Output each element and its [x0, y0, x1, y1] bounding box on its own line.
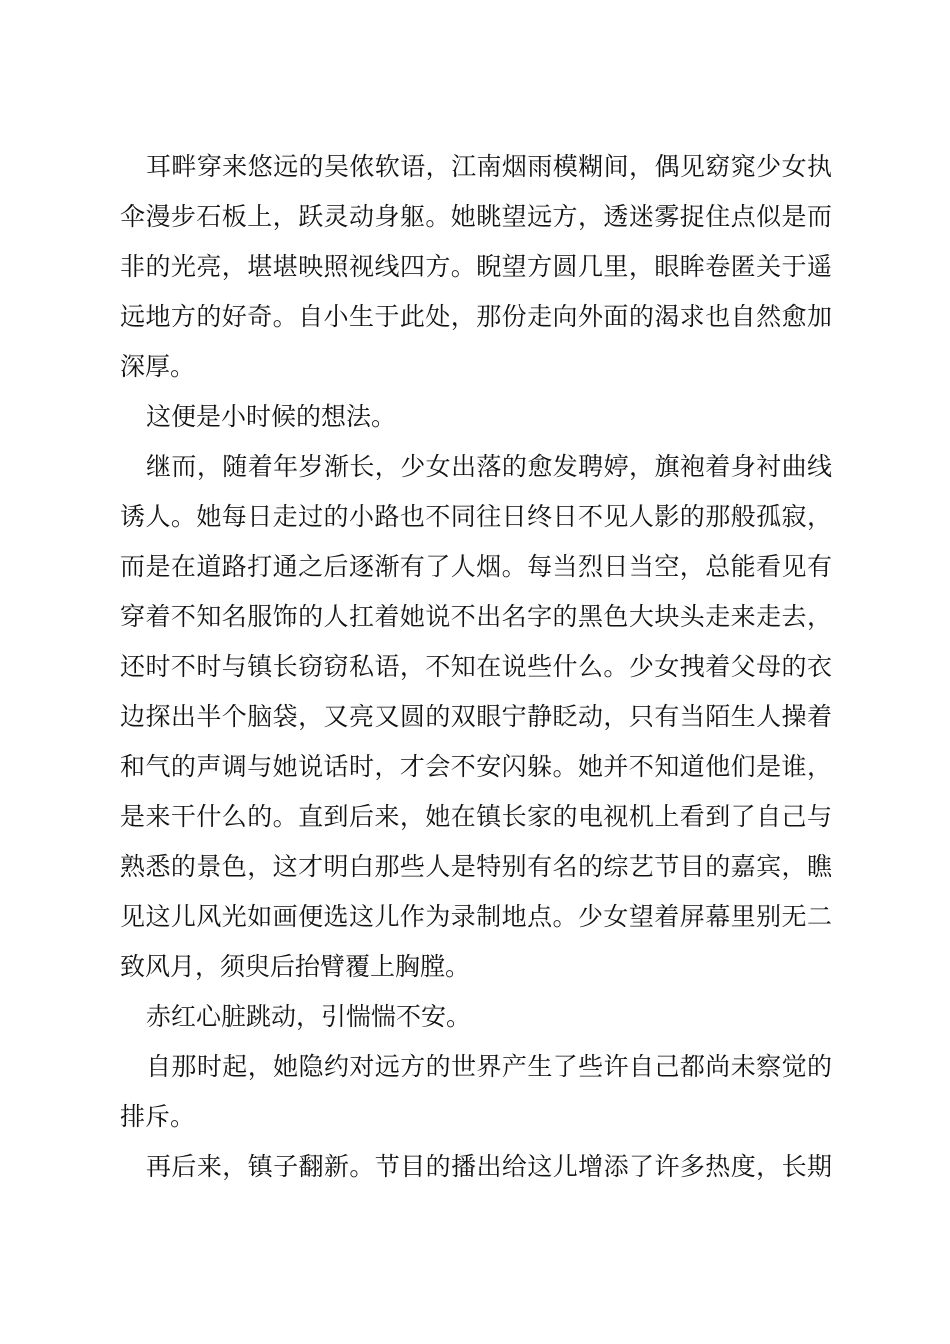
- text-line: 是来干什么的。直到后来，她在镇长家的电视机上看到了自己与: [120, 802, 832, 831]
- text-line: 穿着不知名服饰的人扛着她说不出名字的黑色大块头走来走去，: [120, 602, 832, 631]
- text-line: 熟悉的景色，这才明白那些人是特别有名的综艺节目的嘉宾，瞧: [120, 852, 832, 881]
- text-line: 继而，随着年岁渐长，少女出落的愈发聘婷，旗袍着身衬曲线: [146, 452, 832, 481]
- text-line: 伞漫步石板上，跃灵动身躯。她眺望远方，透迷雾捉住点似是而: [120, 202, 832, 231]
- text-line: 排斥。: [120, 1102, 196, 1131]
- text-line: 和气的声调与她说话时，才会不安闪躲。她并不知道他们是谁，: [120, 752, 832, 781]
- text-line: 见这儿风光如画便选这儿作为录制地点。少女望着屏幕里别无二: [120, 902, 832, 931]
- text-line: 远地方的好奇。自小生于此处，那份走向外面的渴求也自然愈加: [120, 302, 832, 331]
- text-line: 耳畔穿来悠远的吴侬软语，江南烟雨模糊间，偶见窈窕少女执: [146, 152, 832, 181]
- text-line: 非的光亮，堪堪映照视线四方。睨望方圆几里，眼眸卷匿关于遥: [120, 252, 832, 281]
- text-line: 这便是小时候的想法。: [146, 402, 397, 431]
- text-line: 诱人。她每日走过的小路也不同往日终日不见人影的那般孤寂，: [120, 502, 832, 531]
- text-line: 自那时起，她隐约对远方的世界产生了些许自己都尚未察觉的: [146, 1052, 832, 1081]
- text-line: 深厚。: [120, 352, 196, 381]
- text-line: 还时不时与镇长窃窃私语，不知在说些什么。少女拽着父母的衣: [120, 652, 832, 681]
- text-line: 赤红心脏跳动，引惴惴不安。: [146, 1002, 472, 1031]
- text-line: 而是在道路打通之后逐渐有了人烟。每当烈日当空，总能看见有: [120, 552, 832, 581]
- text-line: 致风月，须臾后抬臂覆上胸膛。: [120, 952, 471, 981]
- text-line: 边探出半个脑袋，又亮又圆的双眼宁静眨动，只有当陌生人操着: [120, 702, 832, 731]
- text-line: 再后来，镇子翻新。节目的播出给这儿增添了许多热度，长期: [146, 1152, 832, 1181]
